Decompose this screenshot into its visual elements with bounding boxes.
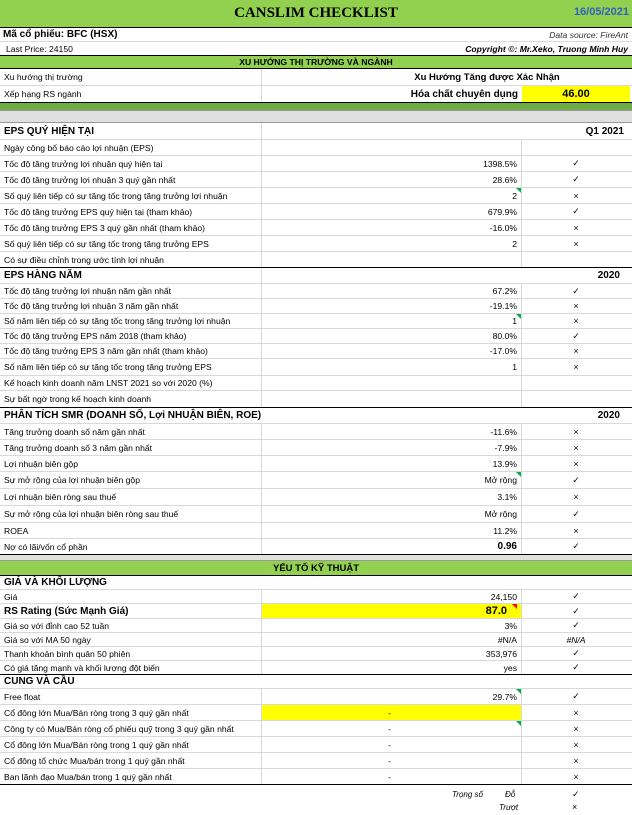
cross-icon: ×: [573, 426, 579, 437]
table-row: Tốc độ tăng trưởng EPS 3 năm gần nhất (tham khảo) -17.0% ×: [0, 344, 632, 359]
check-icon: ✓: [572, 158, 580, 168]
table-row: RS Rating (Sức Mạnh Giá) 87.0 ✓: [0, 604, 632, 619]
check-icon: ✓: [572, 605, 580, 616]
table-row: Tốc độ tăng trưởng lợi nhuận 3 quý gần nhất 28.6% ✓: [0, 172, 632, 188]
cross-icon: ×: [573, 525, 579, 536]
cross-icon: ×: [573, 362, 579, 372]
table-row: Số năm liên tiếp có sự tăng tốc trong tăng trưởng EPS 1 ×: [0, 359, 632, 376]
comment-marker-icon: [512, 604, 517, 609]
table-row: Tốc độ tăng trưởng EPS 3 quý gần nhất (tham khảo) -16.0% ×: [0, 220, 632, 236]
table-row: Tốc độ tăng trưởng lợi nhuận quý hiện tại 1398.5% ✓: [0, 156, 632, 172]
check-icon: ✓: [572, 648, 580, 658]
price-volume-table: [0, 590, 632, 675]
table-row: Sự mở rộng của lợi nhuận biên gộp Mở rộng ✓: [0, 472, 632, 489]
smr-header: [0, 408, 632, 424]
check-icon: ✓: [572, 174, 580, 184]
table-row: Có giá tăng mạnh và khối lượng đột biến yes ✓: [0, 661, 632, 675]
table-row: Tốc độ tăng trưởng EPS năm 2018 (tham khảo) 80.0% ✓: [0, 329, 632, 344]
table-row: Số quý liên tiếp có sự tăng tốc trong tăng trưởng EPS 2 ×: [0, 236, 632, 252]
check-icon: ✓: [572, 591, 580, 601]
copyright: Copyright ©: Mr.Xeko, Truong Minh Huy: [465, 43, 628, 54]
table-row: Lợi nhuận biên gộp 13.9% ×: [0, 456, 632, 472]
cross-icon: ×: [573, 301, 579, 311]
eps-quarter-period: Q1 2021: [585, 125, 624, 137]
table-row: ROEA 11.2% ×: [0, 523, 632, 539]
eps-year-period: 2020: [597, 270, 620, 281]
price-volume-header: [0, 576, 632, 590]
legend-pass-icon: ✓: [572, 789, 580, 799]
rs-industry-row: [0, 86, 632, 103]
smr-title: PHÂN TÍCH SMR (DOANH SỐ, Lợi NHUẬN BIÊN, ROE): [4, 410, 262, 421]
check-icon: ✓: [572, 285, 580, 296]
table-row: Ngày công bố báo cáo lợi nhuận (EPS): [0, 140, 632, 156]
table-row: Lợi nhuận biên ròng sau thuế 3.1% ×: [0, 489, 632, 506]
market-trend-value: Xu Hướng Tăng được Xác Nhận: [414, 71, 560, 83]
table-row: Cổ đông tổ chức Mua/bán trong 1 quý gần nhất - ×: [0, 753, 632, 769]
cross-icon: ×: [573, 707, 579, 718]
table-row: Free float 29.7% ✓: [0, 689, 632, 705]
table-row: Tăng trưởng doanh số năm gần nhất -11.6% ×: [0, 424, 632, 440]
table-row: Có sự điều chỉnh trong ước tính lợi nhuận: [0, 252, 632, 268]
eps-year-table: [0, 284, 632, 408]
title-row: [0, 0, 632, 28]
table-row: Sự mở rộng của lợi nhuận biên ròng sau thuế Mở rộng ✓: [0, 506, 632, 523]
cross-icon: ×: [573, 238, 579, 249]
check-icon: ✓: [572, 508, 580, 519]
table-row: Nợ có lãi/vốn cổ phần 0.96 ✓: [0, 539, 632, 555]
ticker-row: [0, 28, 632, 42]
cross-icon: ×: [573, 316, 579, 326]
table-row: Sự bất ngờ trong kế hoạch kinh doanh: [0, 391, 632, 408]
table-row: Cổ đông lớn Mua/Bán ròng trong 1 quý gần nhất - ×: [0, 737, 632, 753]
check-icon: ✓: [572, 474, 580, 485]
smr-table: [0, 424, 632, 555]
cross-icon: ×: [573, 222, 579, 233]
legend-pass-label: Đỗ: [505, 790, 516, 799]
market-trend-row: [0, 69, 632, 86]
comment-marker-icon: [516, 472, 521, 477]
comment-marker-icon: [516, 689, 521, 694]
eps-quarter-table: [0, 140, 632, 268]
sheet-title: CANSLIM CHECKLIST: [234, 5, 398, 21]
last-price: Last Price: 24150: [6, 43, 73, 54]
market-trend-label: Xu hướng thị trường: [0, 69, 262, 85]
table-row: Kế hoạch kinh doanh năm LNST 2021 so với 2020 (%): [0, 376, 632, 391]
table-row: Tốc độ tăng trưởng lợi nhuận 3 năm gần nhất -19.1% ×: [0, 299, 632, 314]
cross-icon: ×: [573, 458, 579, 469]
check-icon: ✓: [572, 662, 580, 672]
legend-fail-icon: ×: [572, 802, 578, 812]
data-source: Data source: FireAnt: [549, 29, 628, 40]
legend: [0, 785, 632, 815]
table-row: Giá so với MA 50 ngày #N/A #N/A: [0, 633, 632, 647]
check-icon: ✓: [572, 330, 580, 341]
cross-icon: ×: [573, 346, 579, 356]
market-section-title: XU HƯỚNG THỊ TRƯỜNG VÀ NGÀNH: [0, 56, 632, 69]
check-icon: ✓: [572, 206, 580, 216]
cross-icon: ×: [573, 442, 579, 453]
check-icon: ✓: [572, 541, 580, 551]
eps-year-header: [0, 268, 632, 284]
check-icon: ✓: [572, 620, 580, 630]
ticker: Mã cổ phiếu: BFC (HSX): [3, 29, 118, 40]
table-row: Giá 24,150 ✓: [0, 590, 632, 604]
report-date: 16/05/2021: [573, 6, 629, 18]
price-row: [0, 42, 632, 56]
cross-icon: ×: [573, 492, 579, 502]
eps-quarter-header: [0, 123, 632, 140]
table-row: Số quý liên tiếp có sự tăng tốc trong tăng trưởng lợi nhuận 2 ×: [0, 188, 632, 204]
rs-industry-value: 46.00: [522, 86, 630, 102]
comment-marker-icon: [516, 721, 521, 726]
table-row: Cổ đông lớn Mua/Bán ròng trong 3 quý gần nhất - ×: [0, 705, 632, 721]
cross-icon: ×: [573, 771, 579, 782]
table-row: Ban lãnh đạo Mua/bán trong 1 quý gần nhất - ×: [0, 769, 632, 785]
cross-icon: ×: [573, 723, 579, 734]
industry-name: Hóa chất chuyên dụng: [410, 88, 518, 100]
table-row: Tốc độ tăng trưởng EPS quý hiện tại (tham khảo) 679.9% ✓: [0, 204, 632, 220]
cross-icon: ×: [573, 190, 579, 201]
legend-fail-label: Trượt: [499, 803, 519, 812]
supply-demand-table: [0, 689, 632, 785]
table-row: Tăng trưởng doanh số 3 năm gần nhất -7.9% ×: [0, 440, 632, 456]
cross-icon: ×: [573, 739, 579, 750]
supply-demand-header: [0, 675, 632, 689]
table-row: Thanh khoản bình quân 50 phiên 353,976 ✓: [0, 647, 632, 661]
cross-icon: ×: [573, 755, 579, 766]
separator-strip: [0, 103, 632, 111]
eps-quarter-title: EPS QUÝ HIỆN TẠI: [0, 123, 262, 139]
comment-marker-icon: [516, 314, 521, 319]
table-row: Giá so với đỉnh cao 52 tuần 3% ✓: [0, 619, 632, 633]
legend-weight-label: Trọng số: [452, 790, 483, 799]
smr-period: 2020: [597, 410, 620, 421]
comment-marker-icon: [516, 188, 521, 193]
table-row: Công ty có Mua/Bán ròng cổ phiếu quỹ trong 3 quý gần nhất - ×: [0, 721, 632, 737]
eps-year-title: EPS HÀNG NĂM: [0, 268, 262, 283]
table-row: Tốc độ tăng trưởng lợi nhuận năm gần nhất 67.2% ✓: [0, 284, 632, 299]
table-row: Số năm liên tiếp có sự tăng tốc trong tăng trưởng lợi nhuận 1 ×: [0, 314, 632, 329]
tech-section-title: YẾU TỐ KỸ THUẬT: [0, 561, 632, 576]
rs-industry-label: Xếp hạng RS ngành: [0, 86, 262, 102]
supply-demand-title: CUNG VÀ CẦU: [4, 676, 75, 687]
price-volume-title: GIÁ VÀ KHỐI LƯỢNG: [4, 577, 107, 588]
separator-grey: [0, 111, 632, 123]
check-icon: ✓: [572, 691, 580, 701]
